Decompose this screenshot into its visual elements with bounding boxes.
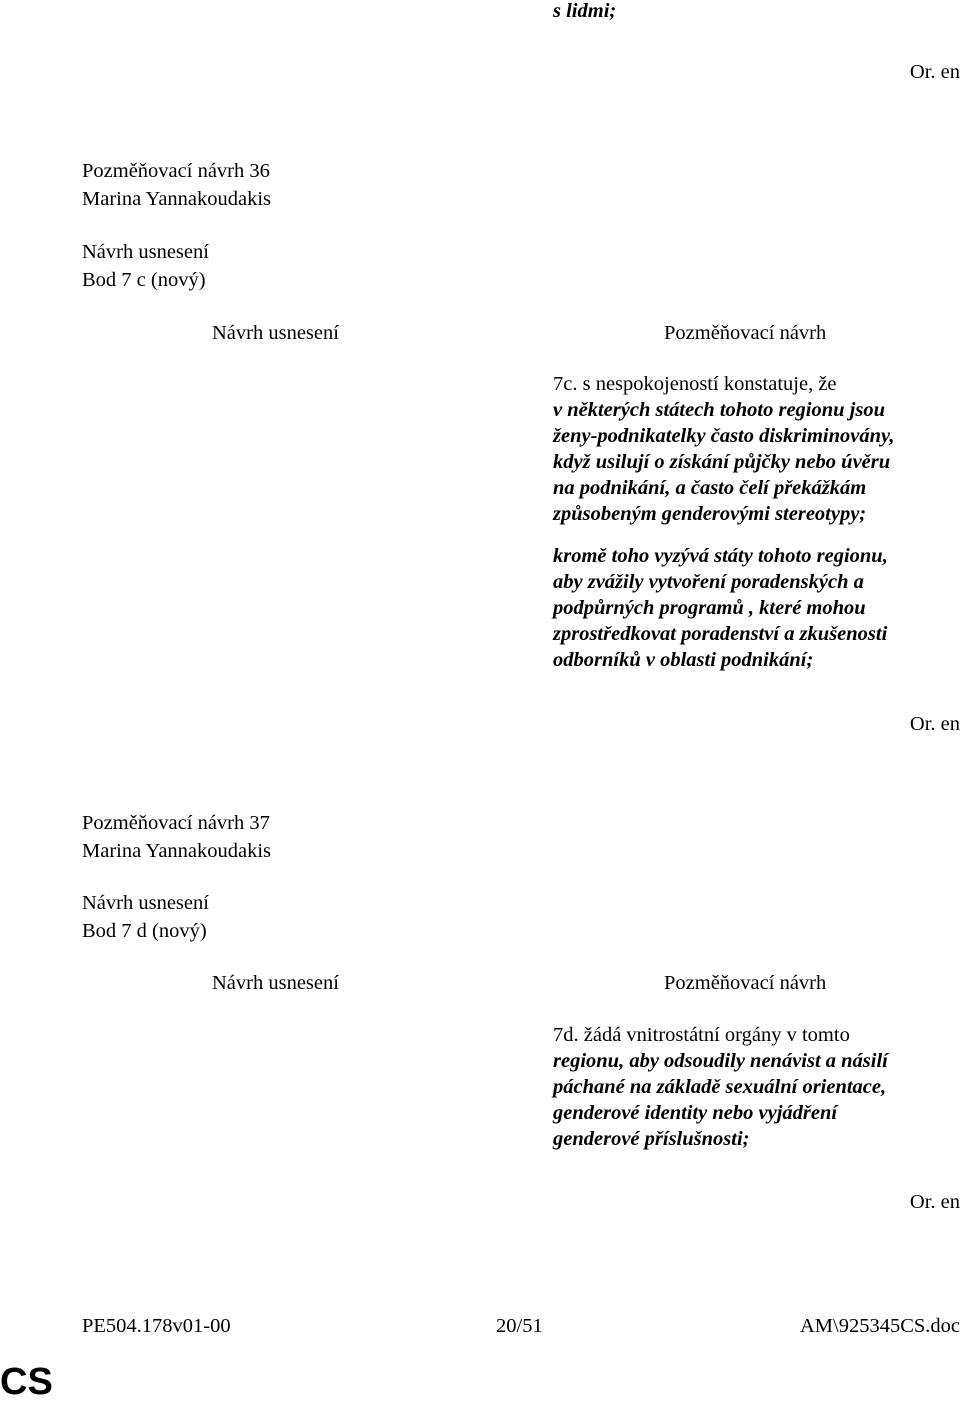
text-line: v některých státech tohoto regionu jsou xyxy=(553,399,886,421)
amendment-author: Marina Yannakoudakis xyxy=(82,188,272,210)
original-language-top: Or. en xyxy=(909,61,960,83)
text-line: zprostředkovat poradenství a zkušenosti xyxy=(553,623,888,645)
text-line: na podnikání, a často čelí překážkám xyxy=(553,477,867,499)
text-line: odborníků v oblasti podnikání; xyxy=(553,649,814,671)
text-line: ženy-podnikatelky často diskriminovány, xyxy=(553,425,895,447)
amendment-text-paragraph xyxy=(553,543,958,673)
text-line: regionu, aby odsoudily nenávist a násilí xyxy=(553,1050,888,1072)
text-line: 7c. s nespokojeností konstatuje, že xyxy=(553,373,837,395)
text-line: genderové identity nebo vyjádření xyxy=(553,1102,838,1124)
column-header-right: Pozměňovací návrh xyxy=(664,972,827,994)
text-line: aby zvážily vytvoření poradenských a xyxy=(553,571,864,593)
footer-page-number: 20/51 xyxy=(496,1315,543,1337)
amendment-author: Marina Yannakoudakis xyxy=(82,840,272,862)
text-line: způsobeným genderovými stereotypy; xyxy=(553,503,867,525)
footer-language-code: CS xyxy=(0,1361,53,1403)
text-line: podpůrných programů , které mohou xyxy=(553,597,866,619)
original-language: Or. en xyxy=(909,713,960,735)
continuation-fragment: s lidmi; xyxy=(553,0,617,22)
amendment-target-doc: Návrh usnesení xyxy=(82,241,209,263)
column-header-right: Pozměňovací návrh xyxy=(664,322,827,344)
amendment-text-paragraph xyxy=(553,371,958,527)
column-header-left: Návrh usnesení xyxy=(212,972,339,994)
amendment-target-point: Bod 7 d (nový) xyxy=(82,920,207,942)
text-line: páchané na základě sexuální orientace, xyxy=(553,1076,887,1098)
column-header-left: Návrh usnesení xyxy=(212,322,339,344)
text-line: když usilují o získání půjčky nebo úvěru xyxy=(553,451,891,473)
amendment-title: Pozměňovací návrh 36 xyxy=(82,160,270,182)
footer-doc-ref: PE504.178v01-00 xyxy=(82,1315,231,1337)
amendment-text-paragraph xyxy=(553,1022,958,1152)
amendment-title: Pozměňovací návrh 37 xyxy=(82,812,270,834)
text-line: kromě toho vyzývá státy tohoto regionu, xyxy=(553,545,888,567)
original-language: Or. en xyxy=(909,1191,960,1213)
amendment-target-doc: Návrh usnesení xyxy=(82,892,209,914)
text-line: 7d. žádá vnitrostátní orgány v tomto xyxy=(553,1024,850,1046)
footer-file-ref: AM\925345CS.doc xyxy=(799,1315,960,1337)
amendment-target-point: Bod 7 c (nový) xyxy=(82,269,206,291)
text-line: genderové příslušnosti; xyxy=(553,1128,750,1150)
